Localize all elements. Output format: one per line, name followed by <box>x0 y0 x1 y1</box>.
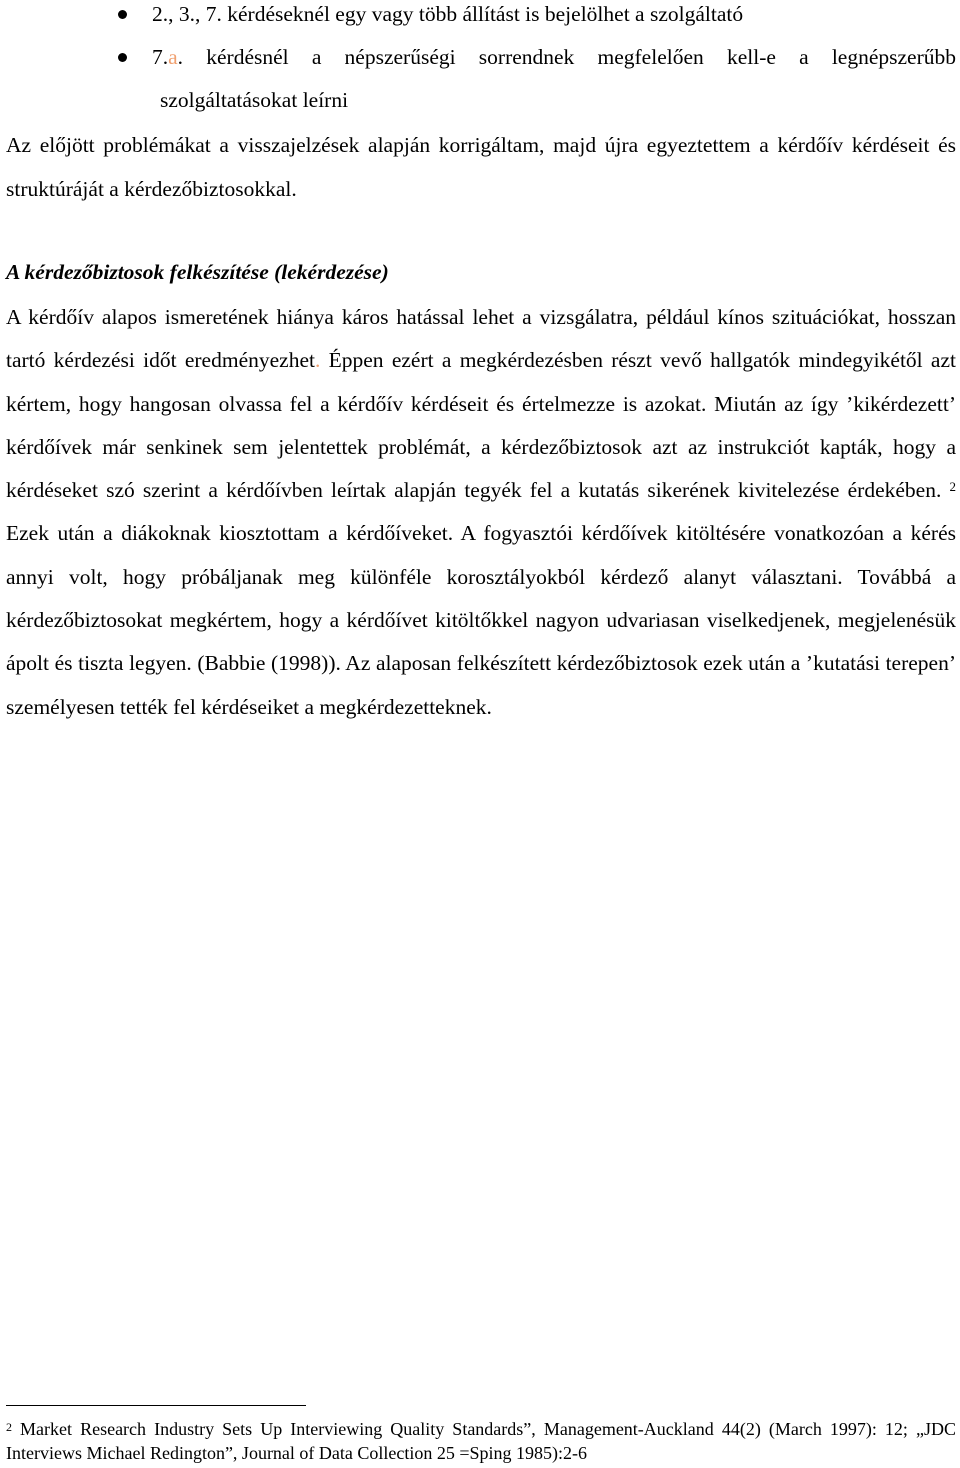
accent-period: . <box>314 348 321 373</box>
footnote-text: Market Research Industry Sets Up Interviewing Quality Standards”, Management-Auckland 44(2) (March 1997): 12; „JDC Interviews Michael Redington”, Journal of Data Collection 25 =Sping 1985):2-6 <box>6 1419 956 1463</box>
section-heading: A kérdezőbiztosok felkészítése (lekérdezése) <box>6 260 389 284</box>
body-part-3: Ezek után a diákoknak kiosztottam a kérdőíveket. A fogyasztói kérdőívek kitöltésére vonatkozóan a kérés annyi volt, hogy próbáljanak meg különféle korosztályokból kérdező alanyt választani. Továbbá a kérdezőbiztosokat megkértem, hogy a kérdőívet kitöltőkkel nagyon udvariasan viselkedjenek, megjelenésük ápolt és tiszta legyen. (Babbie (1998)). Az alaposan felkészített kérdezőbiztosok ezek után a ’kutatási terepen’ személyesen tették fel kérdéseiket a megkérdezetteknek. <box>6 521 956 719</box>
body-part-2: Éppen ezért a megkérdezésben részt vevő hallgatók mindegyikétől azt kértem, hogy hangosan olvassa fel a kérdőív kérdéseit és értelmezze is azokat. Miután az így ’kikérdezett’ kérdőívek már senkinek sem jelentettek problémát, a kérdezőbiztosok azt az instrukciót kapták, hogy a kérdéseket szó szerint a kérdőívben leírtak alapján tegyék fel a kutatás sikerének kivitelezése érdekében. <box>6 348 956 503</box>
bullet-prefix: 7. <box>152 45 169 69</box>
footnote-reference[interactable]: 2 <box>949 479 956 495</box>
body-part-1: A kérdőív alapos ismeretének hiánya káros hatással lehet a vizsgálatra, például kínos szituációkat, hosszan tartó kérdezési időt eredményezhet <box>6 305 956 373</box>
bullet-item <box>0 36 960 122</box>
bullet-icon <box>118 53 127 62</box>
bullet-text: 2., 3., 7. kérdéseknél egy vagy több állítást is bejelölhet a szolgáltató <box>152 2 744 26</box>
bullet-item <box>0 0 960 36</box>
bullet-text <box>152 36 956 79</box>
bullet-rest-line1: . kérdésnél a népszerűségi sorrendnek megfelelően kell-e a legnépszerűbb <box>177 45 956 69</box>
bullet-icon <box>118 10 127 19</box>
footnote-number: 2 <box>6 1420 12 1434</box>
bullet-text-continuation: szolgáltatásokat leírni <box>160 88 349 112</box>
intro-paragraph: Az előjött problémákat a visszajelzések alapján korrigáltam, majd újra egyeztettem a kérdőív kérdéseit és struktúráját a kérdezőbiztosokkal. <box>6 133 956 201</box>
footnote <box>6 1417 956 1465</box>
body-paragraph <box>6 296 956 729</box>
footnote-divider <box>6 1405 306 1406</box>
accent-letter: a <box>168 45 178 69</box>
